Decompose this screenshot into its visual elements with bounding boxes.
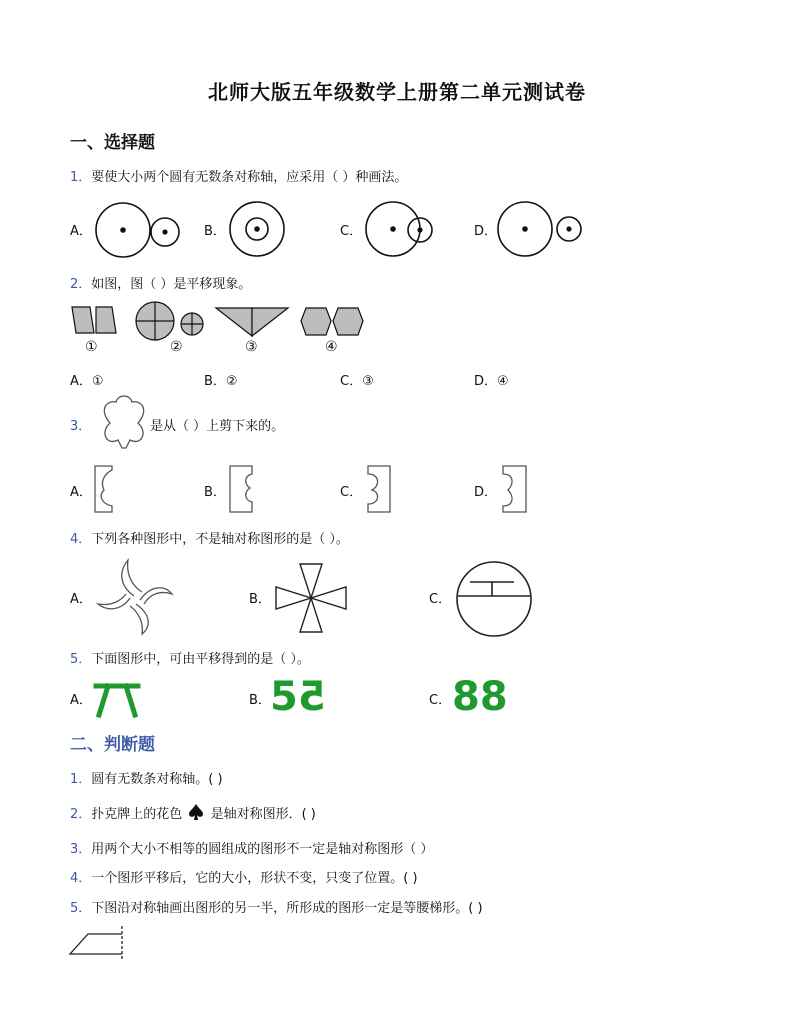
q5-glyph-c: 88 [452, 674, 508, 720]
question-text: 用两个大小不相等的圆组成的图形不一定是轴对称图形（ ） [91, 842, 434, 857]
q3-option-b-label[interactable]: B． [204, 485, 226, 500]
q2-option-d[interactable]: D．④ [474, 374, 509, 389]
q5-option-c-label[interactable]: C． [429, 693, 452, 708]
q2-option-b[interactable]: B．② [204, 374, 238, 389]
question-number: 4． [70, 532, 92, 547]
question-number: 2． [70, 277, 92, 292]
q2-figure-label-1: ① [85, 339, 98, 355]
question-text: 要使大小两个圆有无数条对称轴，应采用（ ）种画法。 [91, 170, 408, 185]
q2-option-a[interactable]: A．① [70, 374, 104, 389]
q5-option-b-label[interactable]: B． [249, 693, 271, 708]
question-number: 2． [70, 807, 92, 822]
q3-option-a-label[interactable]: A． [70, 485, 92, 500]
q1-option-c-label[interactable]: C． [340, 224, 363, 239]
question-text: 下列各种图形中，不是轴对称图形的是（ ）。 [91, 532, 349, 547]
q3-option-d-label[interactable]: D． [474, 485, 498, 500]
question-number: 3． [70, 419, 92, 434]
question-3: 是从（ ）上剪下来的。 [150, 419, 285, 434]
question-text: 圆有无数条对称轴。( ) [91, 772, 223, 787]
q2-figure-label-4: ④ [325, 339, 338, 355]
question-text: 下图沿对称轴画出图形的另一半，所形成的图形一定是等腰梯形。( ) [91, 901, 483, 916]
page-title: 北师大版五年级数学上册第二单元测试卷 [208, 80, 586, 104]
section-heading-choice: 一、选择题 [70, 133, 155, 153]
q2-option-c[interactable]: C．③ [340, 374, 374, 389]
q4-option-a-label[interactable]: A． [70, 592, 92, 607]
question-text: 一个图形平移后，它的大小，形状不变，只变了位置。( ) [91, 871, 418, 886]
q5-option-a-label[interactable]: A． [70, 693, 92, 708]
section-heading-judgment: 二、判断题 [70, 735, 155, 755]
q5-glyph-b-left: 5 [270, 674, 298, 720]
q2-figure-label-3: ③ [245, 339, 258, 355]
q5-glyph-b-right-mirrored: 5 [297, 674, 326, 720]
question-number: 4． [70, 871, 92, 886]
q1-option-a-label[interactable]: A． [70, 224, 92, 239]
q3-option-c-label[interactable]: C． [340, 485, 363, 500]
question-text: 下面图形中，可由平移得到的是（ ）。 [91, 652, 310, 667]
question-text: 如图，图（ ）是平移现象。 [91, 277, 252, 292]
question-text-before: 扑克牌上的花色 [91, 807, 183, 822]
q4-option-b-label[interactable]: B． [249, 592, 271, 607]
q1-option-d-label[interactable]: D． [474, 224, 498, 239]
q2-figure-label-2: ② [170, 339, 183, 355]
question-number: 1． [70, 170, 92, 185]
q4-option-c-label[interactable]: C． [429, 592, 452, 607]
question-number: 5． [70, 901, 92, 916]
q1-option-b-label[interactable]: B． [204, 224, 226, 239]
question-number: 1． [70, 772, 92, 787]
question-number: 3． [70, 842, 92, 857]
question-number: 5． [70, 652, 92, 667]
question-text-after: 是轴对称图形．( ) [210, 807, 316, 822]
